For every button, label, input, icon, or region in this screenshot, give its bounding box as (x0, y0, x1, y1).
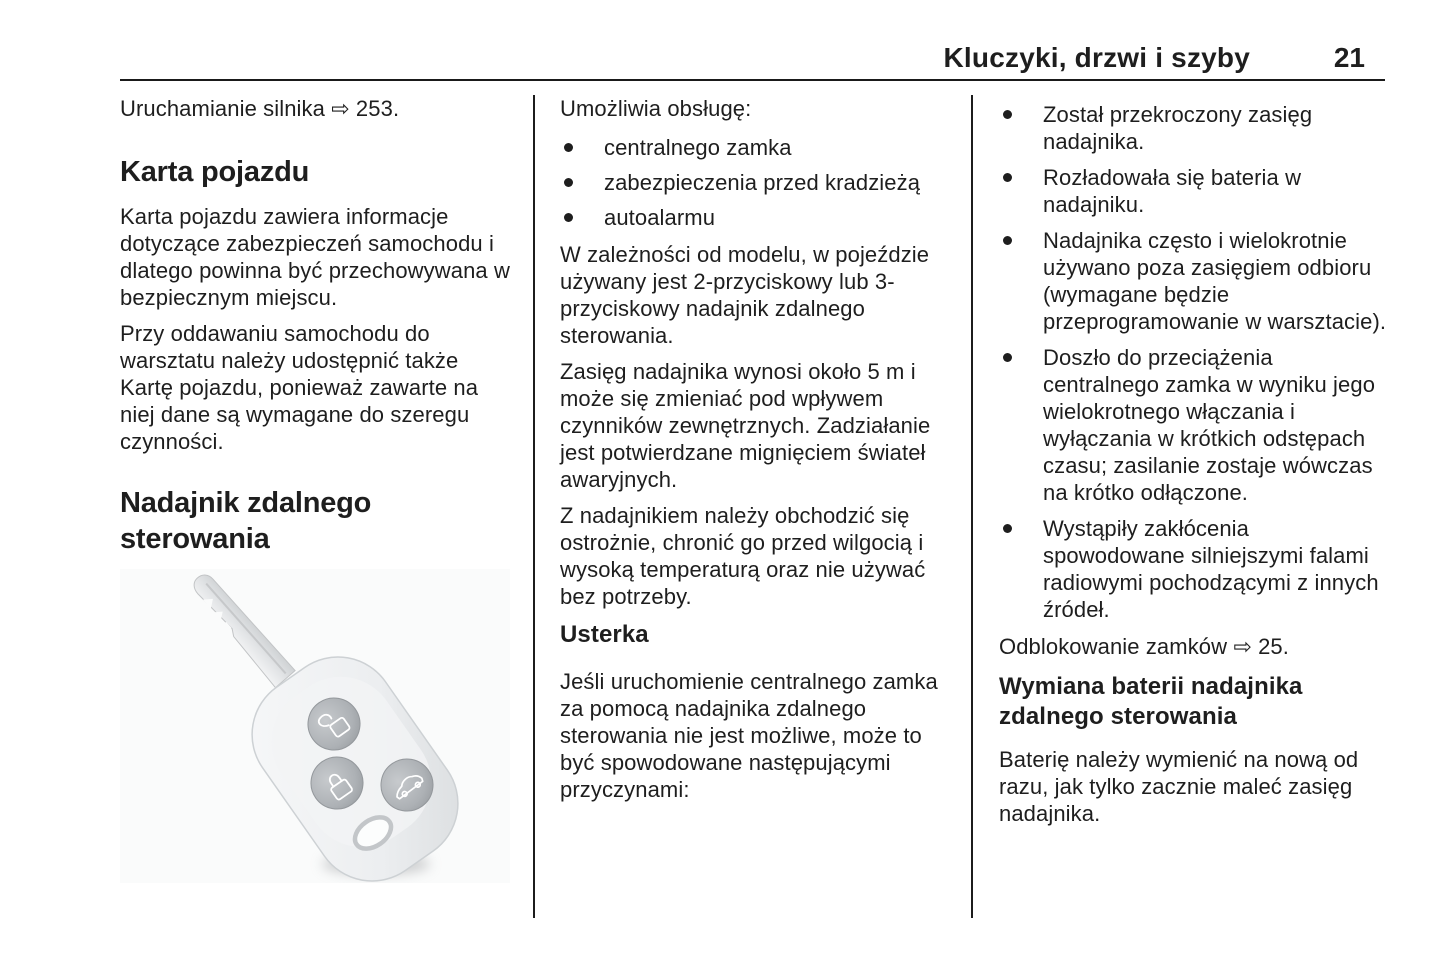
bullet-icon (560, 134, 604, 161)
list-item-text: autoalarmu (604, 205, 716, 230)
remote-functions-list (560, 134, 948, 231)
list-item (560, 134, 948, 161)
paragraph: Baterię należy wymienić na nową od razu, jak tylko zacznie maleć zasięg nadajnika. (999, 747, 1359, 826)
bullet-icon (560, 169, 604, 196)
column-divider-right (971, 95, 973, 918)
list-item-text: Został przekroczony zasięg nadajnika. (1043, 102, 1313, 154)
list-item (999, 344, 1393, 506)
list-item (999, 227, 1393, 335)
paragraph: Jeśli uruchomienie centralnego zamka za pomocą nadajnika zdalnego sterowania nie jest możliwe, może to być spowodowane następującymi przyczynami: (560, 669, 938, 802)
list-item-text: centralnego zamka (604, 135, 792, 160)
paragraph: W zależności od modelu, w pojeździe używany jest 2-przyciskowy lub 3-przyciskowy nadajnik zdalnego sterowania. (560, 242, 930, 348)
header-rule (120, 79, 1385, 81)
bullet-icon (560, 204, 604, 231)
list-item (560, 204, 948, 231)
list-item-text: zabezpieczenia przed kradzieżą (604, 170, 921, 195)
paragraph: Zasięg nadajnika wynosi około 5 m i może się zmieniać pod wpływem czynników zewnętrznych. Zadziałanie jest potwierdzane mignięciem świateł awaryjnych. (560, 359, 931, 492)
chapter-title: Kluczyki, drzwi i szyby (943, 42, 1250, 73)
column-left (120, 95, 510, 883)
list-item (999, 164, 1393, 218)
subsection-title-fault: Usterka (560, 621, 649, 648)
paragraph: Z nadajnikiem należy obchodzić się ostrożnie, chronić go przed wilgocią i wysoką temperaturą oraz nie używać bez potrzeby. (560, 503, 926, 609)
list-item-text: Doszło do przeciążenia centralnego zamka w wyniku jego wielokrotnego włączania i wyłączania w krótkich odstępach czasu; zasilanie zostaje wówczas na krótko odłączone. (1043, 345, 1376, 505)
cross-reference-unlocking[interactable]: Odblokowanie zamków ⇨ 25. (999, 634, 1289, 659)
remote-key-photo (120, 569, 510, 883)
list-item (999, 515, 1393, 623)
list-item-text: Nadajnika często i wielokrotnie używano poza zasięgiem odbioru (wymagane będzie przeprogramowanie w warsztacie). (1043, 228, 1387, 334)
cross-reference-engine-start[interactable]: Uruchamianie silnika ⇨ 253. (120, 96, 400, 121)
list-item-text: Rozładowała się bateria w nadajniku. (1043, 165, 1302, 217)
list-item (560, 169, 948, 196)
bullet-icon (999, 164, 1043, 218)
section-title-vehicle-card: Karta pojazdu (120, 156, 310, 188)
column-divider-left (533, 95, 535, 918)
list-item (999, 101, 1393, 155)
fault-causes-list (999, 101, 1393, 623)
list-intro: Umożliwia obsługę: (560, 96, 752, 121)
subsection-title-battery-replacement: Wymiana baterii nadajnika zdalnego sterowania (999, 673, 1303, 730)
column-middle (560, 95, 948, 812)
paragraph: Przy oddawaniu samochodu do warsztatu należy udostępnić także Kartę pojazdu, ponieważ zawarte na niej dane są wymagane do szeregu czynności. (120, 321, 479, 454)
column-right (999, 95, 1393, 836)
list-item-text: Wystąpiły zakłócenia spowodowane silniejszymi falami radiowymi pochodzącymi z innych źródeł. (1043, 516, 1379, 622)
section-title-remote-control: Nadajnik zdalnego sterowania (120, 487, 372, 555)
bullet-icon (999, 101, 1043, 155)
paragraph: Karta pojazdu zawiera informacje dotyczące zabezpieczeń samochodu i dlatego powinna być przechowywana w bezpiecznym miejscu. (120, 204, 510, 310)
page-number: 21 (1333, 42, 1365, 73)
bullet-icon (999, 227, 1043, 335)
bullet-icon (999, 515, 1043, 623)
bullet-icon (999, 344, 1043, 506)
